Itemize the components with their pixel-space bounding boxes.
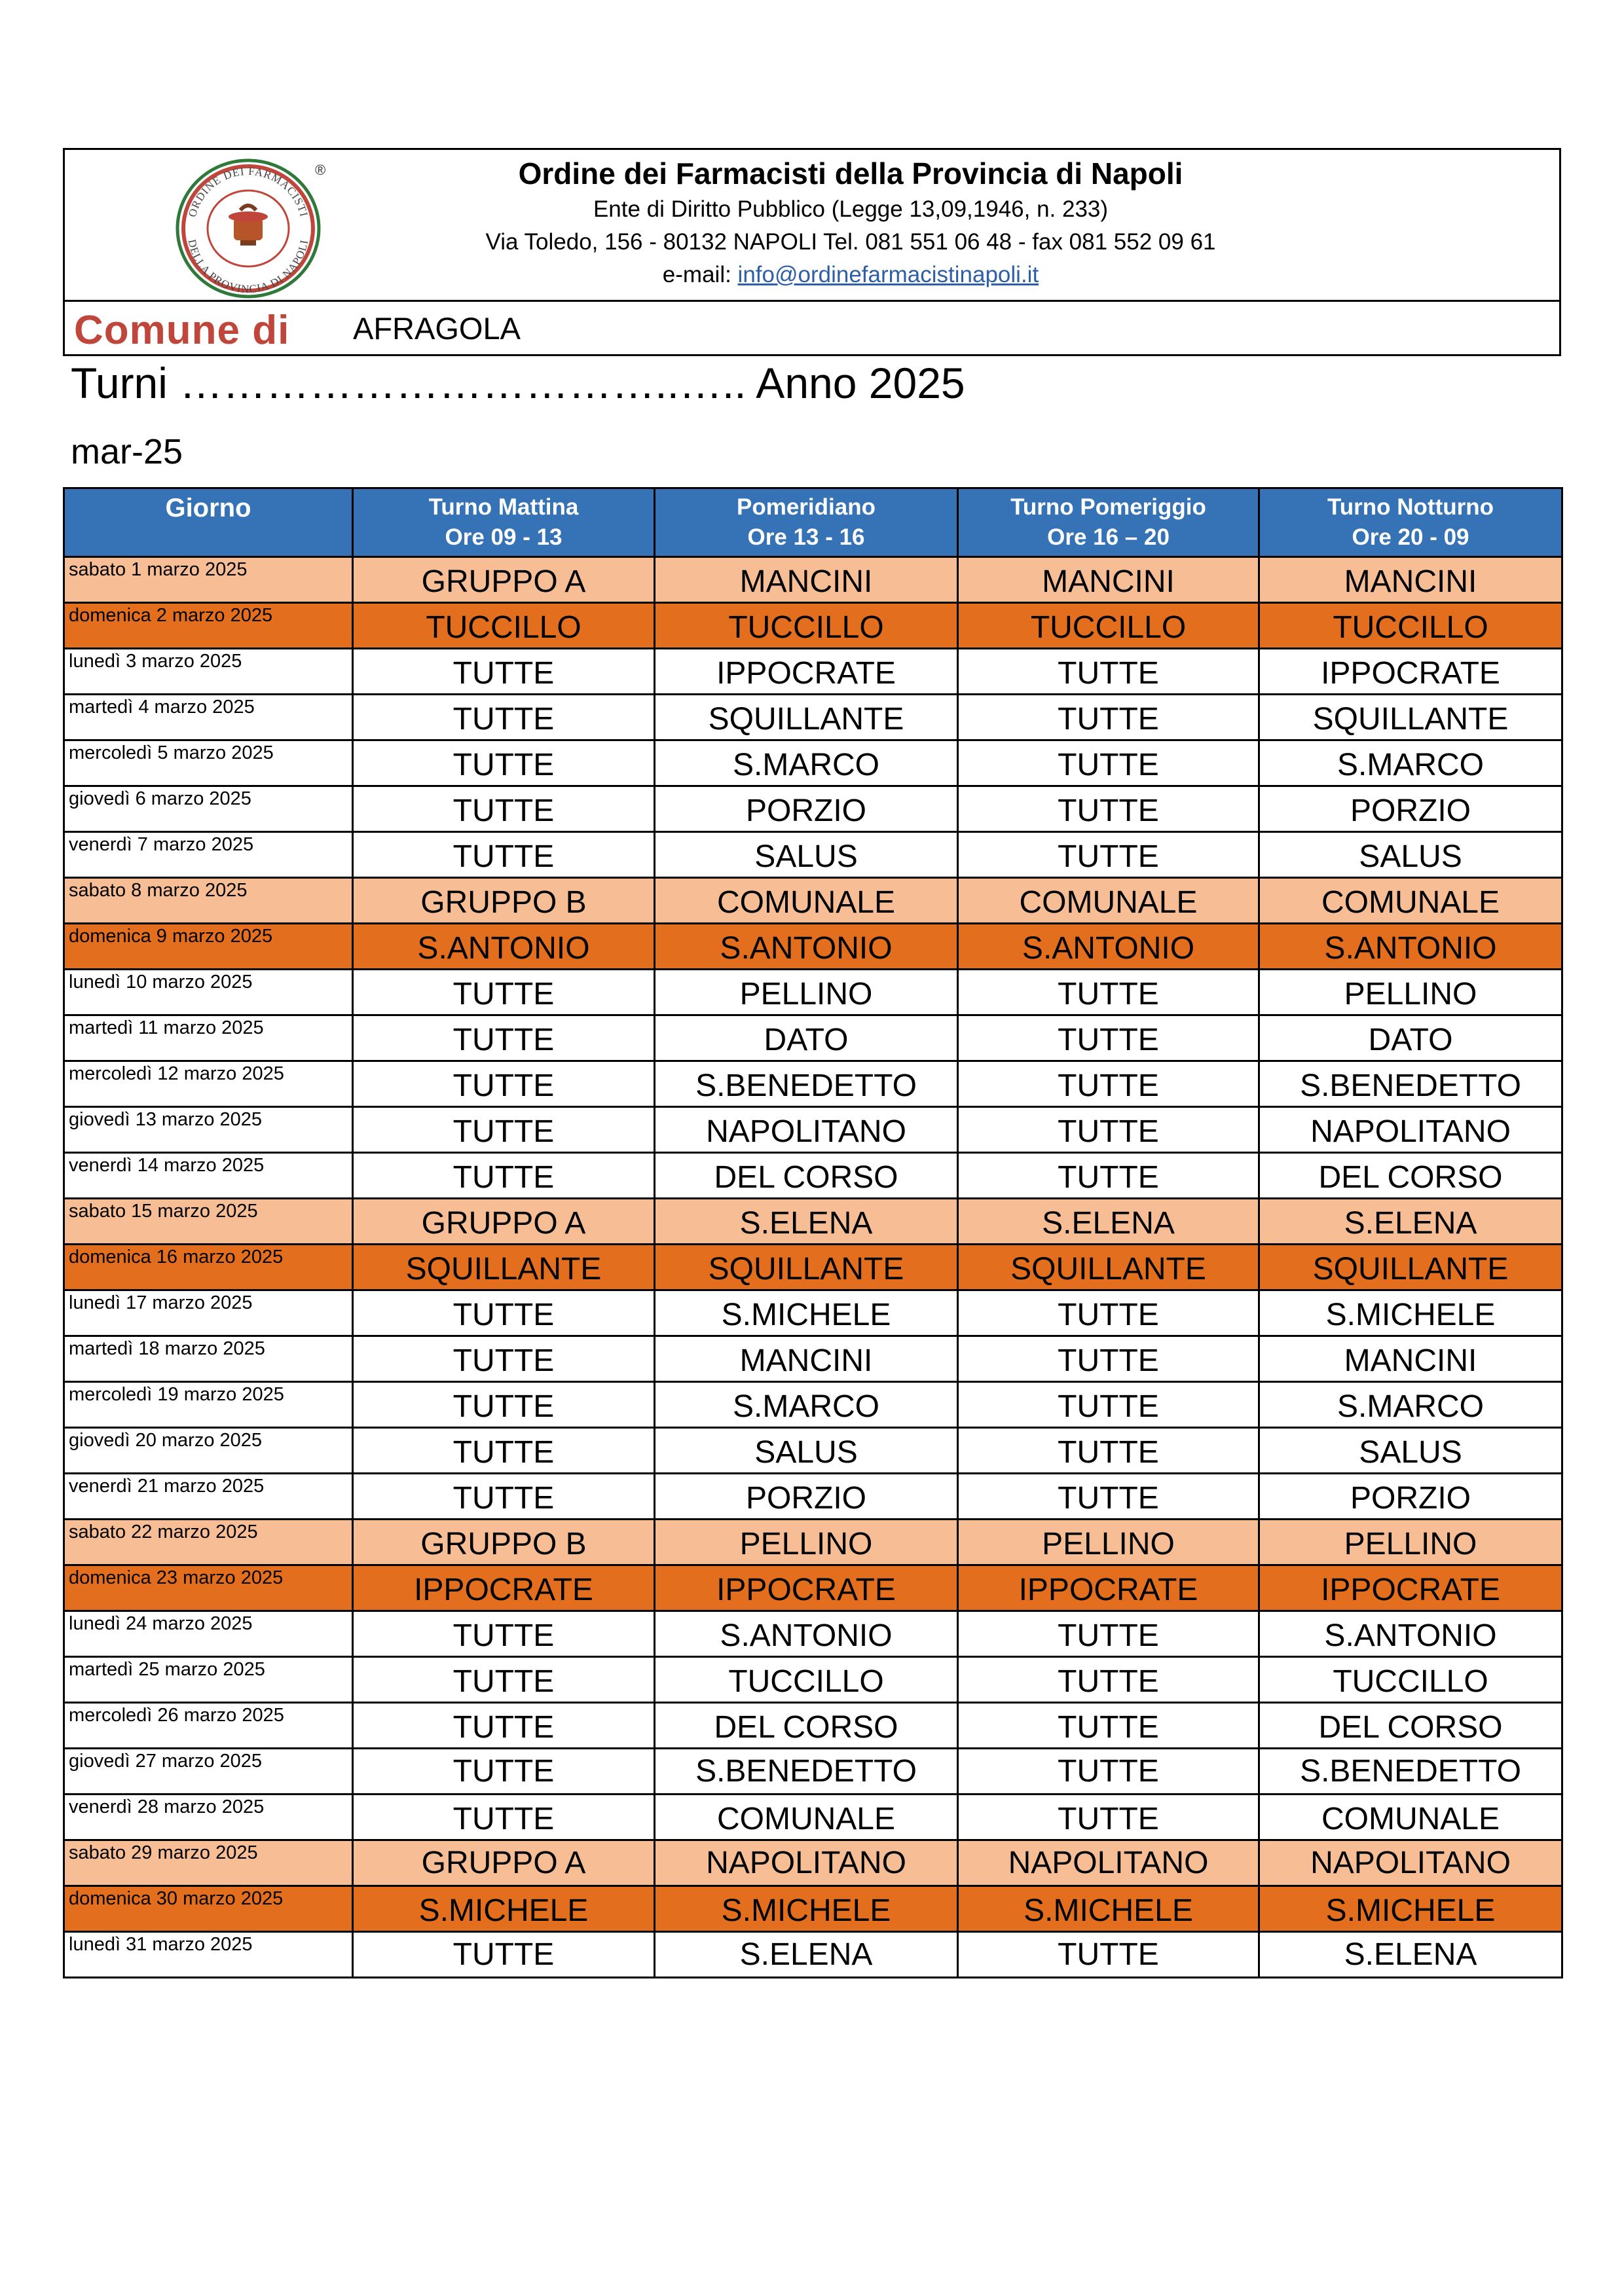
col-header-giorno: Giorno	[64, 488, 353, 557]
shift-cell-mattina: TUTTE	[353, 1932, 655, 1978]
shift-cell-mattina: TUTTE	[353, 1336, 655, 1382]
email-label: e-mail:	[662, 262, 738, 287]
org-header	[65, 150, 1559, 302]
table-row	[64, 1336, 1562, 1382]
day-cell: sabato 29 marzo 2025	[64, 1840, 353, 1886]
shift-cell-notturno: TUCCILLO	[1259, 603, 1562, 649]
shift-cell-pomeriggio: TUTTE	[958, 1703, 1259, 1749]
shift-cell-pomeridiano: PORZIO	[655, 786, 958, 832]
shift-cell-pomeridiano: S.BENEDETTO	[655, 1061, 958, 1107]
table-row	[64, 603, 1562, 649]
day-cell: martedì 4 marzo 2025	[64, 695, 353, 740]
table-row	[64, 1795, 1562, 1840]
day-cell: sabato 8 marzo 2025	[64, 878, 353, 924]
day-cell: martedì 18 marzo 2025	[64, 1336, 353, 1382]
shift-cell-notturno: DATO	[1259, 1015, 1562, 1061]
shift-cell-pomeridiano: S.BENEDETTO	[655, 1749, 958, 1795]
shift-cell-notturno: COMUNALE	[1259, 1795, 1562, 1840]
shift-cell-pomeridiano: S.ELENA	[655, 1199, 958, 1245]
table-row	[64, 786, 1562, 832]
shift-cell-pomeriggio: IPPOCRATE	[958, 1565, 1259, 1611]
table-row	[64, 1474, 1562, 1520]
shift-cell-pomeriggio: TUTTE	[958, 740, 1259, 786]
table-row	[64, 878, 1562, 924]
svg-text:DELLA PROVINCIA DI NAPOLI: DELLA PROVINCIA DI NAPOLI	[185, 238, 311, 296]
shift-cell-notturno: SALUS	[1259, 832, 1562, 878]
shift-cell-mattina: TUTTE	[353, 1015, 655, 1061]
shift-cell-pomeriggio: TUTTE	[958, 1107, 1259, 1153]
shift-cell-pomeriggio: TUTTE	[958, 695, 1259, 740]
shift-cell-notturno: PELLINO	[1259, 1520, 1562, 1565]
shift-cell-notturno: DEL CORSO	[1259, 1153, 1562, 1199]
shift-cell-pomeridiano: PELLINO	[655, 970, 958, 1015]
shift-cell-pomeridiano: COMUNALE	[655, 1795, 958, 1840]
org-info	[327, 154, 1375, 291]
shift-cell-mattina: TUTTE	[353, 1153, 655, 1199]
table-header-row	[64, 488, 1562, 557]
turni-title: Turni ……………………………..….. Anno 2025	[71, 359, 965, 407]
shift-cell-pomeriggio: TUTTE	[958, 1657, 1259, 1703]
logo-seal-icon	[163, 155, 333, 299]
table-row	[64, 1245, 1562, 1290]
table-row	[64, 1153, 1562, 1199]
shift-cell-notturno: NAPOLITANO	[1259, 1840, 1562, 1886]
shift-cell-mattina: S.ANTONIO	[353, 924, 655, 970]
shift-cell-notturno: S.ELENA	[1259, 1199, 1562, 1245]
day-cell: mercoledì 5 marzo 2025	[64, 740, 353, 786]
day-cell: sabato 22 marzo 2025	[64, 1520, 353, 1565]
shift-cell-notturno: SALUS	[1259, 1428, 1562, 1474]
shift-cell-mattina: TUTTE	[353, 695, 655, 740]
shift-cell-mattina: TUTTE	[353, 1703, 655, 1749]
shift-cell-pomeriggio: TUTTE	[958, 1474, 1259, 1520]
col-header-pomeriggio: Turno Pomeriggio Ore 16 – 20	[958, 488, 1259, 557]
day-cell: mercoledì 26 marzo 2025	[64, 1703, 353, 1749]
shift-cell-notturno: IPPOCRATE	[1259, 649, 1562, 695]
table-row	[64, 1703, 1562, 1749]
shift-cell-pomeridiano: DEL CORSO	[655, 1153, 958, 1199]
table-row	[64, 1382, 1562, 1428]
day-cell: giovedì 20 marzo 2025	[64, 1428, 353, 1474]
shift-cell-mattina: TUCCILLO	[353, 603, 655, 649]
shift-cell-notturno: S.ANTONIO	[1259, 1611, 1562, 1657]
shift-cell-mattina: TUTTE	[353, 1474, 655, 1520]
day-cell: venerdì 28 marzo 2025	[64, 1795, 353, 1840]
table-row	[64, 1061, 1562, 1107]
shift-cell-mattina: IPPOCRATE	[353, 1565, 655, 1611]
shift-cell-notturno: S.ELENA	[1259, 1932, 1562, 1978]
shift-cell-mattina: TUTTE	[353, 1749, 655, 1795]
shift-cell-notturno: S.BENEDETTO	[1259, 1749, 1562, 1795]
table-row	[64, 1565, 1562, 1611]
shift-cell-mattina: TUTTE	[353, 1428, 655, 1474]
shift-cell-mattina: TUTTE	[353, 1657, 655, 1703]
shift-cell-mattina: S.MICHELE	[353, 1886, 655, 1932]
table-row	[64, 1199, 1562, 1245]
shift-cell-notturno: PORZIO	[1259, 1474, 1562, 1520]
table-row	[64, 924, 1562, 970]
header-box	[63, 148, 1561, 356]
day-cell: domenica 23 marzo 2025	[64, 1565, 353, 1611]
shift-cell-pomeridiano: DEL CORSO	[655, 1703, 958, 1749]
shift-cell-pomeriggio: TUCCILLO	[958, 603, 1259, 649]
shift-cell-pomeriggio: TUTTE	[958, 1290, 1259, 1336]
shift-cell-pomeriggio: TUTTE	[958, 1611, 1259, 1657]
table-row	[64, 1428, 1562, 1474]
shift-cell-mattina: TUTTE	[353, 1290, 655, 1336]
day-cell: lunedì 31 marzo 2025	[64, 1932, 353, 1978]
shift-cell-notturno: PORZIO	[1259, 786, 1562, 832]
svg-text:ORDINE DEI FARMACISTI: ORDINE DEI FARMACISTI	[186, 164, 310, 219]
shift-cell-notturno: TUCCILLO	[1259, 1657, 1562, 1703]
shift-cell-pomeridiano: PORZIO	[655, 1474, 958, 1520]
shift-cell-pomeridiano: DATO	[655, 1015, 958, 1061]
shift-cell-pomeridiano: MANCINI	[655, 557, 958, 603]
table-row	[64, 1290, 1562, 1336]
table-row	[64, 1015, 1562, 1061]
shift-cell-pomeriggio: TUTTE	[958, 1749, 1259, 1795]
shift-cell-mattina: TUTTE	[353, 1061, 655, 1107]
email-link[interactable]: info@ordinefarmacistinapoli.it	[737, 262, 1039, 287]
shift-cell-pomeridiano: S.ANTONIO	[655, 1611, 958, 1657]
shift-cell-pomeridiano: S.MICHELE	[655, 1886, 958, 1932]
shift-cell-mattina: GRUPPO A	[353, 1199, 655, 1245]
shift-cell-pomeriggio: TUTTE	[958, 1932, 1259, 1978]
table-row	[64, 1657, 1562, 1703]
table-row	[64, 1932, 1562, 1978]
shift-cell-notturno: S.BENEDETTO	[1259, 1061, 1562, 1107]
day-cell: lunedì 24 marzo 2025	[64, 1611, 353, 1657]
shift-cell-pomeriggio: TUTTE	[958, 1382, 1259, 1428]
day-cell: mercoledì 12 marzo 2025	[64, 1061, 353, 1107]
shift-cell-pomeriggio: NAPOLITANO	[958, 1840, 1259, 1886]
day-cell: giovedì 13 marzo 2025	[64, 1107, 353, 1153]
shift-cell-pomeriggio: S.MICHELE	[958, 1886, 1259, 1932]
col-header-pomeridiano: Pomeridiano Ore 13 - 16	[655, 488, 958, 557]
shift-cell-mattina: TUTTE	[353, 740, 655, 786]
shift-cell-mattina: TUTTE	[353, 649, 655, 695]
shift-cell-pomeridiano: SALUS	[655, 1428, 958, 1474]
shift-cell-notturno: S.MARCO	[1259, 740, 1562, 786]
shift-cell-notturno: IPPOCRATE	[1259, 1565, 1562, 1611]
shift-cell-notturno: SQUILLANTE	[1259, 1245, 1562, 1290]
shift-cell-pomeriggio: TUTTE	[958, 649, 1259, 695]
day-cell: giovedì 6 marzo 2025	[64, 786, 353, 832]
table-row	[64, 832, 1562, 878]
shift-cell-mattina: TUTTE	[353, 1382, 655, 1428]
shift-cell-notturno: S.MICHELE	[1259, 1290, 1562, 1336]
shift-cell-pomeriggio: TUTTE	[958, 1061, 1259, 1107]
shift-cell-pomeridiano: SQUILLANTE	[655, 695, 958, 740]
comune-label: Comune di	[74, 308, 290, 353]
shift-cell-notturno: DEL CORSO	[1259, 1703, 1562, 1749]
shift-cell-pomeridiano: PELLINO	[655, 1520, 958, 1565]
table-row	[64, 695, 1562, 740]
shift-cell-pomeridiano: IPPOCRATE	[655, 649, 958, 695]
shift-cell-notturno: S.MICHELE	[1259, 1886, 1562, 1932]
shift-cell-notturno: COMUNALE	[1259, 878, 1562, 924]
day-cell: martedì 25 marzo 2025	[64, 1657, 353, 1703]
shift-cell-pomeriggio: TUTTE	[958, 1153, 1259, 1199]
org-name: Ordine dei Farmacisti della Provincia di Napoli	[518, 156, 1183, 191]
day-cell: venerdì 7 marzo 2025	[64, 832, 353, 878]
day-cell: mercoledì 19 marzo 2025	[64, 1382, 353, 1428]
shift-cell-pomeridiano: NAPOLITANO	[655, 1840, 958, 1886]
shift-cell-notturno: MANCINI	[1259, 1336, 1562, 1382]
shift-cell-pomeridiano: S.MARCO	[655, 740, 958, 786]
table-row	[64, 1840, 1562, 1886]
shift-table	[63, 487, 1563, 1978]
shift-cell-pomeriggio: TUTTE	[958, 786, 1259, 832]
month-label: mar-25	[71, 432, 183, 471]
col-header-notturno: Turno Notturno Ore 20 - 09	[1259, 488, 1562, 557]
shift-cell-mattina: TUTTE	[353, 1611, 655, 1657]
shift-cell-pomeridiano: MANCINI	[655, 1336, 958, 1382]
shift-cell-pomeriggio: TUTTE	[958, 1795, 1259, 1840]
comune-name: AFRAGOLA	[353, 311, 521, 346]
day-cell: sabato 15 marzo 2025	[64, 1199, 353, 1245]
shift-cell-pomeridiano: TUCCILLO	[655, 1657, 958, 1703]
day-cell: giovedì 27 marzo 2025	[64, 1749, 353, 1795]
shift-cell-notturno: MANCINI	[1259, 557, 1562, 603]
shift-cell-mattina: TUTTE	[353, 786, 655, 832]
shift-cell-pomeridiano: COMUNALE	[655, 878, 958, 924]
org-address: Via Toledo, 156 - 80132 NAPOLI Tel. 081 551 06 48 - fax 081 552 09 61	[485, 229, 1216, 255]
col-header-mattina: Turno Mattina Ore 09 - 13	[353, 488, 655, 557]
day-cell: domenica 2 marzo 2025	[64, 603, 353, 649]
table-row	[64, 649, 1562, 695]
shift-cell-pomeriggio: COMUNALE	[958, 878, 1259, 924]
shift-cell-mattina: GRUPPO B	[353, 1520, 655, 1565]
day-cell: domenica 9 marzo 2025	[64, 924, 353, 970]
shift-cell-mattina: TUTTE	[353, 1107, 655, 1153]
shift-cell-pomeridiano: S.MICHELE	[655, 1290, 958, 1336]
day-cell: lunedì 17 marzo 2025	[64, 1290, 353, 1336]
shift-cell-pomeriggio: TUTTE	[958, 1015, 1259, 1061]
shift-cell-mattina: SQUILLANTE	[353, 1245, 655, 1290]
shift-cell-notturno: NAPOLITANO	[1259, 1107, 1562, 1153]
shift-cell-notturno: S.ANTONIO	[1259, 924, 1562, 970]
shift-cell-pomeridiano: S.MARCO	[655, 1382, 958, 1428]
shift-cell-pomeridiano: S.ELENA	[655, 1932, 958, 1978]
table-row	[64, 1520, 1562, 1565]
table-row	[64, 1611, 1562, 1657]
shift-cell-pomeridiano: S.ANTONIO	[655, 924, 958, 970]
table-row	[64, 1886, 1562, 1932]
day-cell: lunedì 3 marzo 2025	[64, 649, 353, 695]
shift-cell-notturno: SQUILLANTE	[1259, 695, 1562, 740]
shift-cell-pomeriggio: MANCINI	[958, 557, 1259, 603]
day-cell: lunedì 10 marzo 2025	[64, 970, 353, 1015]
shift-cell-mattina: GRUPPO A	[353, 1840, 655, 1886]
day-cell: venerdì 21 marzo 2025	[64, 1474, 353, 1520]
table-row	[64, 1749, 1562, 1795]
shift-cell-pomeriggio: TUTTE	[958, 970, 1259, 1015]
day-cell: venerdì 14 marzo 2025	[64, 1153, 353, 1199]
table-row	[64, 970, 1562, 1015]
shift-cell-pomeridiano: NAPOLITANO	[655, 1107, 958, 1153]
shift-cell-pomeridiano: SQUILLANTE	[655, 1245, 958, 1290]
day-cell: domenica 16 marzo 2025	[64, 1245, 353, 1290]
shift-cell-pomeriggio: TUTTE	[958, 1428, 1259, 1474]
day-cell: martedì 11 marzo 2025	[64, 1015, 353, 1061]
shift-cell-mattina: GRUPPO B	[353, 878, 655, 924]
table-row	[64, 1107, 1562, 1153]
svg-text:®: ®	[315, 162, 326, 178]
shift-cell-pomeridiano: IPPOCRATE	[655, 1565, 958, 1611]
shift-cell-pomeriggio: TUTTE	[958, 832, 1259, 878]
shift-cell-notturno: S.MARCO	[1259, 1382, 1562, 1428]
shift-cell-mattina: GRUPPO A	[353, 557, 655, 603]
table-row	[64, 557, 1562, 603]
shift-cell-mattina: TUTTE	[353, 970, 655, 1015]
shift-cell-pomeriggio: TUTTE	[958, 1336, 1259, 1382]
shift-cell-pomeriggio: SQUILLANTE	[958, 1245, 1259, 1290]
shift-cell-pomeriggio: S.ELENA	[958, 1199, 1259, 1245]
day-cell: sabato 1 marzo 2025	[64, 557, 353, 603]
shift-cell-mattina: TUTTE	[353, 1795, 655, 1840]
day-cell: domenica 30 marzo 2025	[64, 1886, 353, 1932]
shift-cell-mattina: TUTTE	[353, 832, 655, 878]
shift-cell-pomeriggio: PELLINO	[958, 1520, 1259, 1565]
shift-cell-pomeriggio: S.ANTONIO	[958, 924, 1259, 970]
org-email-line	[327, 259, 1375, 291]
table-row	[64, 740, 1562, 786]
shift-cell-pomeridiano: TUCCILLO	[655, 603, 958, 649]
shift-cell-notturno: PELLINO	[1259, 970, 1562, 1015]
shift-cell-pomeridiano: SALUS	[655, 832, 958, 878]
org-legal-status: Ente di Diritto Pubblico (Legge 13,09,1946, n. 233)	[593, 196, 1109, 222]
